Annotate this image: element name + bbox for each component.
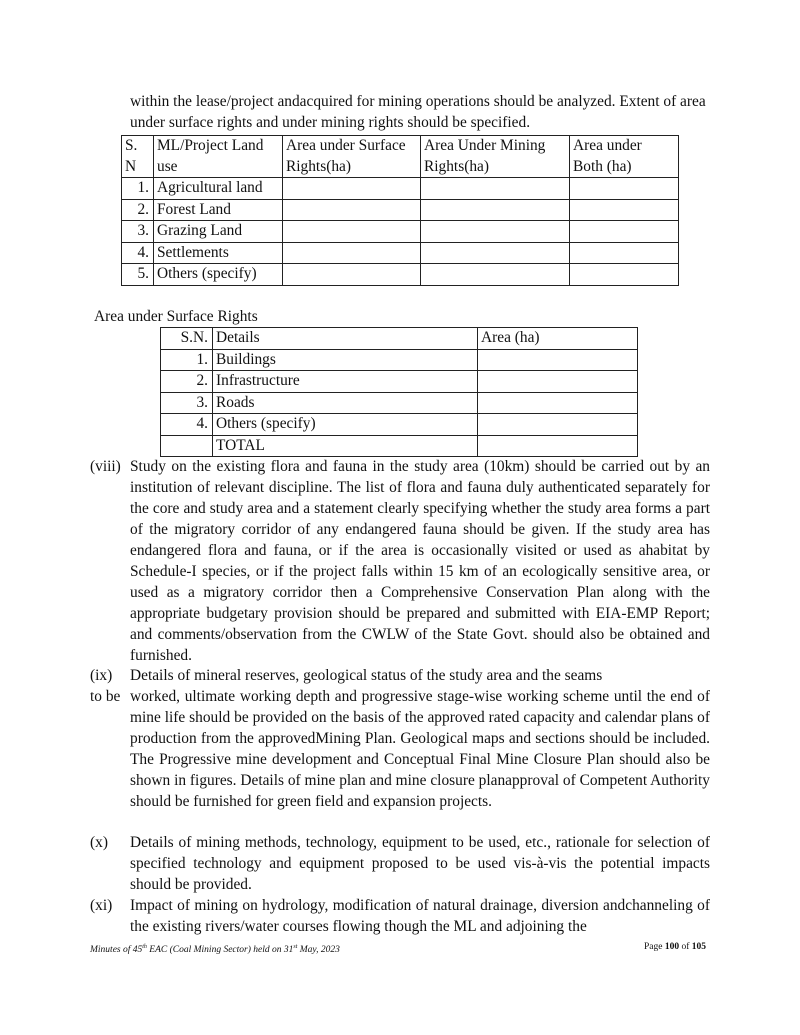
cell-empty xyxy=(570,264,679,286)
item-number: (viii) xyxy=(90,458,121,475)
row-detail: TOTAL xyxy=(213,435,478,457)
cell-empty xyxy=(283,264,421,286)
table-row xyxy=(122,199,679,221)
col-header-both: Area under Both (ha) xyxy=(570,136,679,178)
cell-empty xyxy=(478,392,638,414)
table-row xyxy=(122,221,679,243)
row-sn: 2. xyxy=(161,371,213,393)
cell-empty xyxy=(478,435,638,457)
row-sn: 3. xyxy=(122,221,154,243)
item-continuation xyxy=(90,686,710,812)
item-text: Impact of mining on hydrology, modification of natural drainage, diversion andchanneling of the existing rivers/water courses flowing though the ML and adjoining the xyxy=(130,897,710,935)
item-x xyxy=(90,832,710,895)
land-use-table xyxy=(121,135,679,286)
row-sn: 1. xyxy=(161,349,213,371)
item-text: worked, ultimate working depth and progressive stage-wise working scheme until the end of mine life should be provided on the basis of the approved rated capacity and calendar plans of production from the approvedMining Plan. Geological maps and sections should be included. The Progressive mine development and Conceptual Final Mine Closure Plan should also be shown in figures. Details of mine plan and mine closure planapproval of Competent Authority should be furnished for green field and expansion projects. xyxy=(130,688,710,810)
footer-sup: st xyxy=(293,944,298,950)
row-sn: 1. xyxy=(122,178,154,200)
table-row xyxy=(161,349,638,371)
row-land-use: Grazing Land xyxy=(154,221,283,243)
row-sn: 4. xyxy=(122,242,154,264)
row-land-use: Forest Land xyxy=(154,199,283,221)
cell-empty xyxy=(283,242,421,264)
col-header-surface-rights: Area under Surface Rights(ha) xyxy=(283,136,421,178)
footer-text: EAC (Coal Mining Sector) held on 31 xyxy=(146,945,294,956)
item-number: (ix) xyxy=(90,667,113,684)
cell-empty xyxy=(283,221,421,243)
table-row xyxy=(122,264,679,286)
cell-empty xyxy=(478,371,638,393)
page-number: 100 xyxy=(664,942,680,952)
footer-text: Minutes of 45 xyxy=(90,945,143,956)
item-xi xyxy=(90,895,710,937)
cell-empty xyxy=(478,349,638,371)
cell-empty xyxy=(570,242,679,264)
row-detail: Infrastructure xyxy=(213,371,478,393)
table-header-row xyxy=(122,136,679,178)
row-land-use: Others (specify) xyxy=(154,264,283,286)
surface-rights-caption: Area under Surface Rights xyxy=(94,308,258,325)
item-text: Study on the existing flora and fauna in the study area (10km) should be carried out by an institution of relevant discipline. The list of flora and fauna duly authenticated separately for the core and study area and a statement clearly specifying whether the study area forms a part of the migratory corridor of any endangered fauna should be given. If the study area has endangered flora and fauna, or if the area is occasionally visited or used as ahabitat by Schedule-I species, or if the project falls within 15 km of an ecologically sensitive area, or used as a migratory corridor then a Comprehensive Conservation Plan along with the appropriate budgetary provision should be prepared and submitted with EIA-EMP Report; and comments/observation from the CWLW of the State Govt. should also be obtained and furnished. xyxy=(130,458,710,664)
cell-empty xyxy=(283,178,421,200)
page-label: Page xyxy=(643,942,665,952)
row-land-use: Agricultural land xyxy=(154,178,283,200)
col-header-land-use: ML/Project Land use xyxy=(154,136,283,178)
table-row xyxy=(161,371,638,393)
page-of: of xyxy=(679,942,692,952)
cell-empty xyxy=(570,178,679,200)
page-total: 105 xyxy=(691,942,706,952)
col-header-mining-rights: Area Under Mining Rights(ha) xyxy=(421,136,570,178)
table-row-total xyxy=(161,435,638,457)
intro-paragraph: within the lease/project andacquired for mining operations should be analyzed. Extent of area under surface rights and under mining rights should be specified. xyxy=(130,93,706,131)
item-number: (x) xyxy=(90,834,108,851)
item-lead: to be xyxy=(90,688,121,705)
item-text: Details of mining methods, technology, equipment to be used, etc., rationale for selection of specified technology and equipment proposed to be used vis-à-vis the potential impacts should be provided. xyxy=(130,834,710,893)
cell-empty xyxy=(421,264,570,286)
item-number: (xi) xyxy=(90,897,113,914)
cell-empty xyxy=(478,414,638,436)
row-sn xyxy=(161,435,213,457)
cell-empty xyxy=(421,178,570,200)
row-detail: Buildings xyxy=(213,349,478,371)
table-header-row xyxy=(161,328,638,350)
row-sn: 5. xyxy=(122,264,154,286)
row-sn: 2. xyxy=(122,199,154,221)
row-sn: 4. xyxy=(161,414,213,436)
col-header-sn: S. N xyxy=(122,136,154,178)
row-detail: Others (specify) xyxy=(213,414,478,436)
item-ix xyxy=(90,665,710,812)
footer-sup: th xyxy=(142,944,147,950)
item-first-line: Details of mineral reserves, geological status of the study area and the seams xyxy=(130,667,603,684)
row-sn: 3. xyxy=(161,392,213,414)
surface-rights-table xyxy=(160,327,638,457)
col-header-sn: S.N. xyxy=(161,328,213,350)
footer-text: May, 2023 xyxy=(297,945,340,956)
cell-empty xyxy=(421,199,570,221)
col-header-area: Area (ha) xyxy=(478,328,638,350)
table-row xyxy=(122,242,679,264)
col-header-details: Details xyxy=(213,328,478,350)
item-viii xyxy=(90,456,710,666)
footer-minutes xyxy=(90,941,340,956)
cell-empty xyxy=(570,199,679,221)
cell-empty xyxy=(421,242,570,264)
row-land-use: Settlements xyxy=(154,242,283,264)
table-row xyxy=(161,414,638,436)
cell-empty xyxy=(283,199,421,221)
cell-empty xyxy=(570,221,679,243)
row-detail: Roads xyxy=(213,392,478,414)
cell-empty xyxy=(421,221,570,243)
footer-page-number xyxy=(644,941,706,953)
table-row xyxy=(122,178,679,200)
table-row xyxy=(161,392,638,414)
